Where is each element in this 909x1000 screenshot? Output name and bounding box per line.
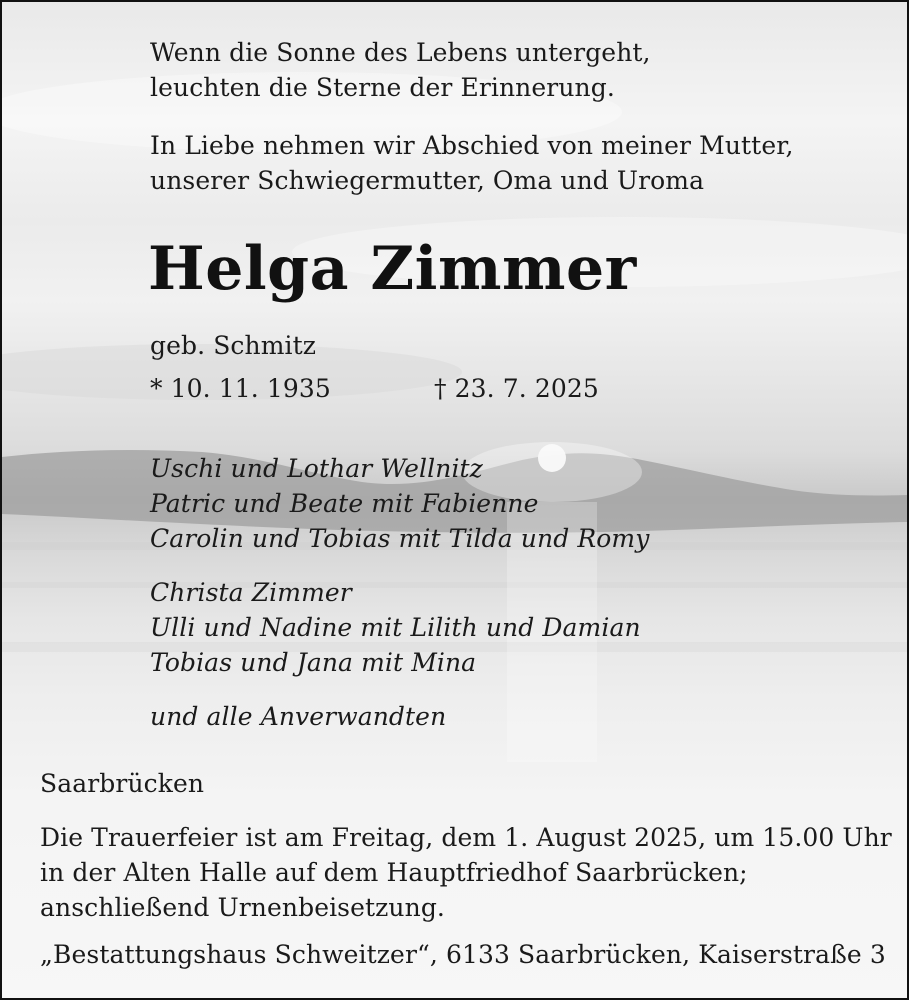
death-date: † 23. 7. 2025 <box>434 374 599 403</box>
funeral-home: „Bestattungshaus Schweitzer“, 6133 Saarbrücken, Kaiserstraße 3 <box>40 940 886 969</box>
mourner-line: Uschi und Lothar Wellnitz <box>150 454 483 483</box>
ceremony-line-3: anschließend Urnenbeisetzung. <box>40 893 445 922</box>
water-streak <box>2 582 907 588</box>
mourner-line: Ulli und Nadine mit Lilith und Damian <box>150 613 641 642</box>
relatives-line: und alle Anverwandten <box>150 702 447 731</box>
deceased-name: Helga Zimmer <box>148 234 637 304</box>
ceremony-line-2: in der Alten Halle auf dem Hauptfriedhof Saarbrücken; <box>40 858 748 887</box>
mourner-line: Patric und Beate mit Fabienne <box>150 489 539 518</box>
ceremony-line-1: Die Trauerfeier ist am Freitag, dem 1. August 2025, um 15.00 Uhr <box>40 823 892 852</box>
motto-line-2: leuchten die Sterne der Erinnerung. <box>150 73 615 102</box>
mourner-line: Tobias und Jana mit Mina <box>150 648 477 677</box>
birth-name: geb. Schmitz <box>150 331 317 360</box>
location: Saarbrücken <box>40 769 205 798</box>
mourner-line: Christa Zimmer <box>150 578 352 607</box>
mourner-line: Carolin und Tobias mit Tilda und Romy <box>150 524 650 553</box>
birth-date: * 10. 11. 1935 <box>150 374 331 403</box>
intro-line-2: unserer Schwiegermutter, Oma und Uroma <box>150 166 705 195</box>
motto-line-1: Wenn die Sonne des Lebens untergeht, <box>150 38 651 67</box>
intro-line-1: In Liebe nehmen wir Abschied von meiner Mutter, <box>150 131 794 160</box>
